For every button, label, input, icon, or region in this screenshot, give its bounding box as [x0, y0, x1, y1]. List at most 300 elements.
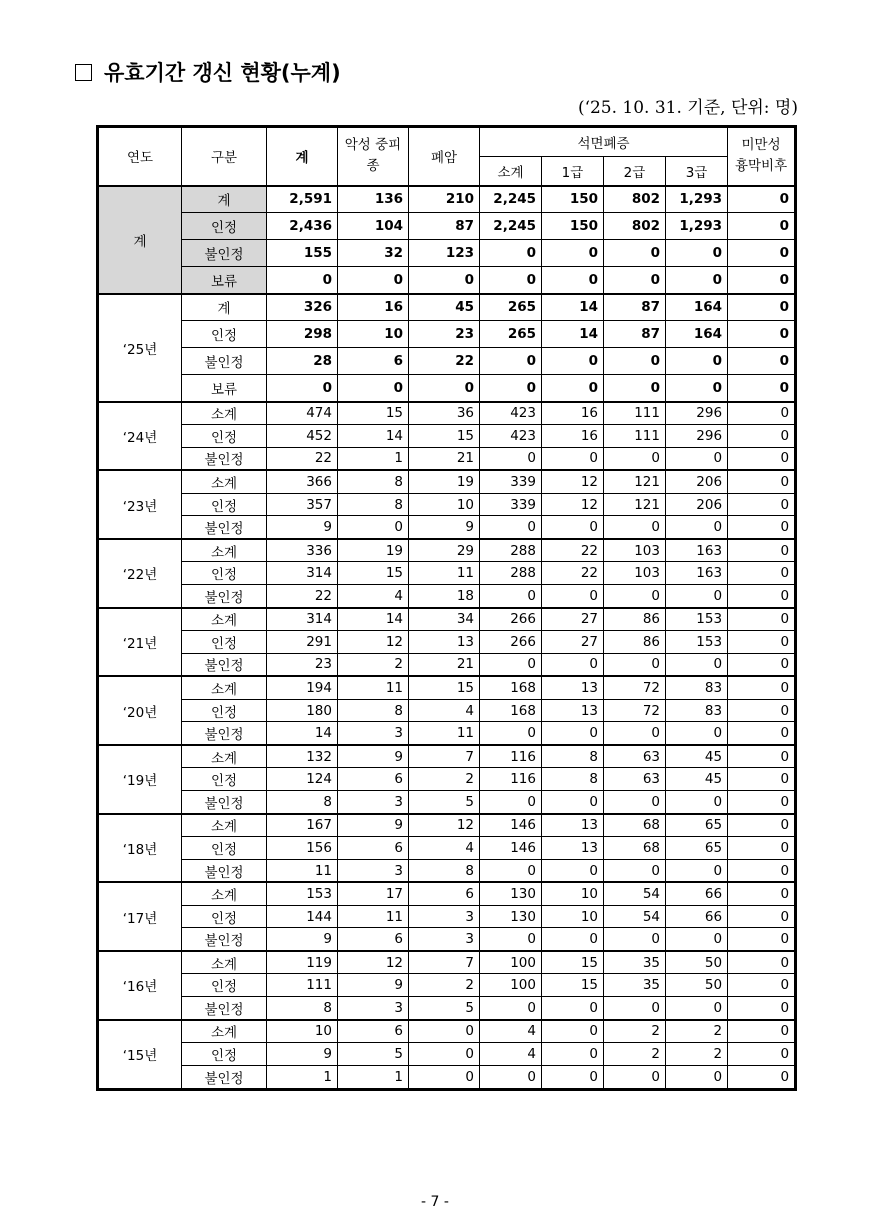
value-cell: 50: [666, 974, 728, 997]
value-cell: 423: [480, 402, 542, 425]
value-cell: 35: [604, 951, 666, 974]
value-cell: 0: [267, 375, 338, 402]
value-cell: 10: [338, 321, 409, 348]
value-cell: 111: [604, 424, 666, 447]
value-cell: 8: [338, 470, 409, 493]
table-row: [99, 836, 795, 859]
value-cell: 130: [480, 882, 542, 905]
value-cell: 0: [542, 447, 604, 470]
table-row: [99, 402, 795, 425]
category-cell: 보류: [182, 375, 267, 402]
category-cell: 소계: [182, 951, 267, 974]
value-cell: 116: [480, 768, 542, 791]
category-cell: 불인정: [182, 928, 267, 951]
category-cell: 불인정: [182, 240, 267, 267]
table-row: [99, 585, 795, 608]
category-cell: 인정: [182, 768, 267, 791]
value-cell: 0: [728, 951, 795, 974]
value-cell: 123: [409, 240, 480, 267]
value-cell: 164: [666, 321, 728, 348]
value-cell: 0: [728, 653, 795, 676]
category-cell: 불인정: [182, 1065, 267, 1088]
value-cell: 0: [728, 470, 795, 493]
value-cell: 339: [480, 470, 542, 493]
table-row: [99, 699, 795, 722]
value-cell: 13: [409, 630, 480, 653]
value-cell: 132: [267, 745, 338, 768]
category-cell: 소계: [182, 676, 267, 699]
table-row: [99, 267, 795, 294]
value-cell: 0: [480, 240, 542, 267]
value-cell: 111: [604, 402, 666, 425]
value-cell: 12: [338, 630, 409, 653]
category-cell: 인정: [182, 836, 267, 859]
value-cell: 63: [604, 768, 666, 791]
category-cell: 불인정: [182, 585, 267, 608]
category-cell: 소계: [182, 608, 267, 631]
value-cell: 36: [409, 402, 480, 425]
value-cell: 0: [542, 375, 604, 402]
value-cell: 10: [267, 1020, 338, 1043]
category-cell: 불인정: [182, 447, 267, 470]
table-row: [99, 375, 795, 402]
value-cell: 5: [409, 791, 480, 814]
page-number: - 7 -: [421, 1194, 449, 1210]
value-cell: 474: [267, 402, 338, 425]
value-cell: 0: [542, 240, 604, 267]
value-cell: 0: [728, 974, 795, 997]
header-subtotal: 소계: [480, 157, 542, 186]
value-cell: 288: [480, 539, 542, 562]
year-group: [99, 402, 795, 471]
value-cell: 4: [409, 836, 480, 859]
value-cell: 103: [604, 539, 666, 562]
value-cell: 63: [604, 745, 666, 768]
value-cell: 4: [480, 1042, 542, 1065]
value-cell: 4: [480, 1020, 542, 1043]
year-group: [99, 539, 795, 608]
value-cell: 22: [542, 539, 604, 562]
table-row: [99, 951, 795, 974]
value-cell: 11: [267, 859, 338, 882]
value-cell: 0: [267, 267, 338, 294]
header-grade1: 1급: [542, 157, 604, 186]
category-cell: 인정: [182, 213, 267, 240]
value-cell: 0: [480, 859, 542, 882]
table-row: [99, 1020, 795, 1043]
category-cell: 소계: [182, 1020, 267, 1043]
year-cell: ‘24년: [99, 402, 182, 471]
value-cell: 0: [604, 928, 666, 951]
value-cell: 339: [480, 493, 542, 516]
year-cell: ‘18년: [99, 814, 182, 883]
value-cell: 0: [728, 240, 795, 267]
table-row: [99, 745, 795, 768]
value-cell: 0: [409, 375, 480, 402]
value-cell: 146: [480, 814, 542, 837]
table-row: [99, 321, 795, 348]
value-cell: 6: [338, 1020, 409, 1043]
value-cell: 13: [542, 676, 604, 699]
table-row: [99, 1065, 795, 1088]
value-cell: 2: [604, 1020, 666, 1043]
value-cell: 22: [267, 447, 338, 470]
value-cell: 19: [409, 470, 480, 493]
value-cell: 11: [338, 676, 409, 699]
value-cell: 72: [604, 676, 666, 699]
value-cell: 11: [338, 905, 409, 928]
table-row: [99, 608, 795, 631]
value-cell: 29: [409, 539, 480, 562]
value-cell: 2,245: [480, 213, 542, 240]
year-cell: ‘17년: [99, 882, 182, 951]
value-cell: 6: [338, 348, 409, 375]
category-cell: 인정: [182, 630, 267, 653]
category-cell: 불인정: [182, 348, 267, 375]
value-cell: 86: [604, 608, 666, 631]
value-cell: 86: [604, 630, 666, 653]
category-cell: 불인정: [182, 859, 267, 882]
value-cell: 4: [338, 585, 409, 608]
value-cell: 87: [409, 213, 480, 240]
value-cell: 0: [542, 267, 604, 294]
value-cell: 164: [666, 294, 728, 321]
value-cell: 2,245: [480, 186, 542, 213]
category-cell: 불인정: [182, 791, 267, 814]
section-title: 유효기간 갱신 현황(누계): [104, 61, 341, 85]
value-cell: 296: [666, 402, 728, 425]
category-cell: 인정: [182, 424, 267, 447]
basis-note: (‘25. 10. 31. 기준, 단위: 명): [577, 98, 798, 118]
value-cell: 0: [728, 882, 795, 905]
value-cell: 87: [604, 294, 666, 321]
value-cell: 0: [728, 699, 795, 722]
header-category: 구분: [182, 128, 267, 186]
value-cell: 28: [267, 348, 338, 375]
value-cell: 0: [728, 402, 795, 425]
table-row: [99, 447, 795, 470]
value-cell: 116: [480, 745, 542, 768]
value-cell: 0: [604, 240, 666, 267]
value-cell: 0: [542, 1020, 604, 1043]
section-heading: [75, 57, 341, 87]
value-cell: 0: [728, 745, 795, 768]
value-cell: 0: [604, 997, 666, 1020]
value-cell: 0: [728, 447, 795, 470]
value-cell: 0: [666, 1065, 728, 1088]
value-cell: 150: [542, 186, 604, 213]
value-cell: 314: [267, 562, 338, 585]
value-cell: 72: [604, 699, 666, 722]
value-cell: 0: [666, 267, 728, 294]
value-cell: 150: [542, 213, 604, 240]
year-group: [99, 676, 795, 745]
value-cell: 8: [338, 493, 409, 516]
value-cell: 1: [338, 447, 409, 470]
value-cell: 336: [267, 539, 338, 562]
value-cell: 0: [728, 348, 795, 375]
value-cell: 66: [666, 882, 728, 905]
category-cell: 소계: [182, 539, 267, 562]
value-cell: 0: [409, 267, 480, 294]
value-cell: 14: [542, 321, 604, 348]
value-cell: 14: [542, 294, 604, 321]
value-cell: 8: [267, 791, 338, 814]
value-cell: 23: [267, 653, 338, 676]
value-cell: 68: [604, 814, 666, 837]
value-cell: 9: [267, 1042, 338, 1065]
header-grade2: 2급: [604, 157, 666, 186]
year-cell: ‘21년: [99, 608, 182, 677]
value-cell: 163: [666, 539, 728, 562]
header-pleural-thickening: 미만성 흉막비후: [728, 128, 795, 186]
header-total: 계: [267, 128, 338, 186]
value-cell: 4: [409, 699, 480, 722]
value-cell: 54: [604, 905, 666, 928]
value-cell: 266: [480, 630, 542, 653]
value-cell: 0: [728, 186, 795, 213]
value-cell: 210: [409, 186, 480, 213]
year-cell: ‘22년: [99, 539, 182, 608]
value-cell: 3: [338, 997, 409, 1020]
value-cell: 54: [604, 882, 666, 905]
year-group: [99, 745, 795, 814]
value-cell: 32: [338, 240, 409, 267]
value-cell: 12: [542, 470, 604, 493]
value-cell: 16: [542, 424, 604, 447]
value-cell: 0: [728, 608, 795, 631]
value-cell: 0: [728, 1020, 795, 1043]
value-cell: 35: [604, 974, 666, 997]
value-cell: 0: [604, 447, 666, 470]
value-cell: 0: [480, 1065, 542, 1088]
value-cell: 180: [267, 699, 338, 722]
table-row: [99, 768, 795, 791]
value-cell: 21: [409, 447, 480, 470]
table-row: [99, 791, 795, 814]
table-row: [99, 516, 795, 539]
year-cell: ‘25년: [99, 294, 182, 402]
category-cell: 인정: [182, 493, 267, 516]
value-cell: 296: [666, 424, 728, 447]
value-cell: 0: [728, 321, 795, 348]
value-cell: 265: [480, 294, 542, 321]
value-cell: 366: [267, 470, 338, 493]
value-cell: 0: [666, 375, 728, 402]
value-cell: 357: [267, 493, 338, 516]
value-cell: 0: [604, 859, 666, 882]
value-cell: 0: [666, 859, 728, 882]
year-group: [99, 1020, 795, 1089]
value-cell: 0: [666, 447, 728, 470]
value-cell: 0: [338, 267, 409, 294]
value-cell: 0: [728, 585, 795, 608]
value-cell: 0: [728, 562, 795, 585]
category-cell: 인정: [182, 905, 267, 928]
year-group: [99, 294, 795, 402]
year-cell: 계: [99, 186, 182, 294]
value-cell: 0: [728, 424, 795, 447]
value-cell: 314: [267, 608, 338, 631]
year-group: [99, 951, 795, 1020]
value-cell: 0: [666, 348, 728, 375]
value-cell: 0: [604, 585, 666, 608]
table-row: [99, 539, 795, 562]
value-cell: 0: [604, 791, 666, 814]
value-cell: 0: [480, 348, 542, 375]
value-cell: 0: [542, 859, 604, 882]
value-cell: 9: [267, 516, 338, 539]
value-cell: 0: [728, 676, 795, 699]
value-cell: 3: [338, 859, 409, 882]
value-cell: 111: [267, 974, 338, 997]
table-row: [99, 997, 795, 1020]
value-cell: 19: [338, 539, 409, 562]
value-cell: 7: [409, 951, 480, 974]
value-cell: 0: [480, 267, 542, 294]
value-cell: 10: [542, 905, 604, 928]
value-cell: 3: [409, 928, 480, 951]
value-cell: 0: [728, 791, 795, 814]
value-cell: 100: [480, 951, 542, 974]
value-cell: 291: [267, 630, 338, 653]
value-cell: 167: [267, 814, 338, 837]
table-row: [99, 905, 795, 928]
value-cell: 423: [480, 424, 542, 447]
year-cell: ‘15년: [99, 1020, 182, 1089]
value-cell: 6: [338, 928, 409, 951]
value-cell: 153: [267, 882, 338, 905]
value-cell: 0: [542, 928, 604, 951]
table-row: [99, 974, 795, 997]
value-cell: 0: [409, 1065, 480, 1088]
category-cell: 소계: [182, 470, 267, 493]
year-group: [99, 470, 795, 539]
value-cell: 452: [267, 424, 338, 447]
value-cell: 68: [604, 836, 666, 859]
table-row: [99, 859, 795, 882]
table-row: [99, 294, 795, 321]
value-cell: 0: [542, 1065, 604, 1088]
value-cell: 7: [409, 745, 480, 768]
year-group: [99, 608, 795, 677]
value-cell: 8: [267, 997, 338, 1020]
value-cell: 0: [666, 791, 728, 814]
value-cell: 0: [728, 539, 795, 562]
value-cell: 45: [409, 294, 480, 321]
value-cell: 2,591: [267, 186, 338, 213]
value-cell: 194: [267, 676, 338, 699]
value-cell: 0: [480, 516, 542, 539]
year-cell: ‘23년: [99, 470, 182, 539]
year-group: [99, 882, 795, 951]
value-cell: 15: [542, 974, 604, 997]
value-cell: 14: [338, 608, 409, 631]
value-cell: 0: [728, 493, 795, 516]
value-cell: 0: [542, 516, 604, 539]
value-cell: 8: [338, 699, 409, 722]
value-cell: 153: [666, 608, 728, 631]
value-cell: 5: [338, 1042, 409, 1065]
value-cell: 0: [480, 928, 542, 951]
table-row: [99, 470, 795, 493]
value-cell: 3: [338, 722, 409, 745]
value-cell: 206: [666, 470, 728, 493]
value-cell: 0: [480, 585, 542, 608]
value-cell: 119: [267, 951, 338, 974]
value-cell: 2: [409, 768, 480, 791]
value-cell: 121: [604, 493, 666, 516]
value-cell: 65: [666, 836, 728, 859]
value-cell: 83: [666, 676, 728, 699]
header-year: 연도: [99, 128, 182, 186]
value-cell: 146: [480, 836, 542, 859]
value-cell: 0: [666, 722, 728, 745]
value-cell: 15: [338, 562, 409, 585]
value-cell: 168: [480, 699, 542, 722]
value-cell: 1,293: [666, 186, 728, 213]
value-cell: 2: [338, 653, 409, 676]
value-cell: 21: [409, 653, 480, 676]
value-cell: 0: [604, 375, 666, 402]
value-cell: 45: [666, 745, 728, 768]
header-grade3: 3급: [666, 157, 728, 186]
value-cell: 22: [542, 562, 604, 585]
value-cell: 5: [409, 997, 480, 1020]
value-cell: 12: [409, 814, 480, 837]
value-cell: 206: [666, 493, 728, 516]
category-cell: 소계: [182, 814, 267, 837]
value-cell: 0: [728, 1065, 795, 1088]
table-row: [99, 493, 795, 516]
table-row: [99, 348, 795, 375]
value-cell: 0: [480, 791, 542, 814]
value-cell: 65: [666, 814, 728, 837]
table-row: [99, 676, 795, 699]
value-cell: 12: [542, 493, 604, 516]
value-cell: 9: [338, 745, 409, 768]
value-cell: 0: [728, 1042, 795, 1065]
year-group: [99, 186, 795, 294]
value-cell: 124: [267, 768, 338, 791]
value-cell: 0: [542, 1042, 604, 1065]
value-cell: 15: [409, 676, 480, 699]
value-cell: 298: [267, 321, 338, 348]
value-cell: 11: [409, 722, 480, 745]
value-cell: 2: [409, 974, 480, 997]
value-cell: 14: [267, 722, 338, 745]
value-cell: 13: [542, 836, 604, 859]
value-cell: 0: [542, 653, 604, 676]
value-cell: 17: [338, 882, 409, 905]
value-cell: 22: [409, 348, 480, 375]
value-cell: 0: [666, 585, 728, 608]
value-cell: 0: [604, 348, 666, 375]
value-cell: 2: [666, 1020, 728, 1043]
value-cell: 1,293: [666, 213, 728, 240]
value-cell: 2: [604, 1042, 666, 1065]
table-row: [99, 653, 795, 676]
value-cell: 265: [480, 321, 542, 348]
category-cell: 불인정: [182, 653, 267, 676]
value-cell: 802: [604, 186, 666, 213]
value-cell: 163: [666, 562, 728, 585]
value-cell: 266: [480, 608, 542, 631]
value-cell: 168: [480, 676, 542, 699]
value-cell: 0: [728, 836, 795, 859]
value-cell: 0: [480, 375, 542, 402]
value-cell: 45: [666, 768, 728, 791]
